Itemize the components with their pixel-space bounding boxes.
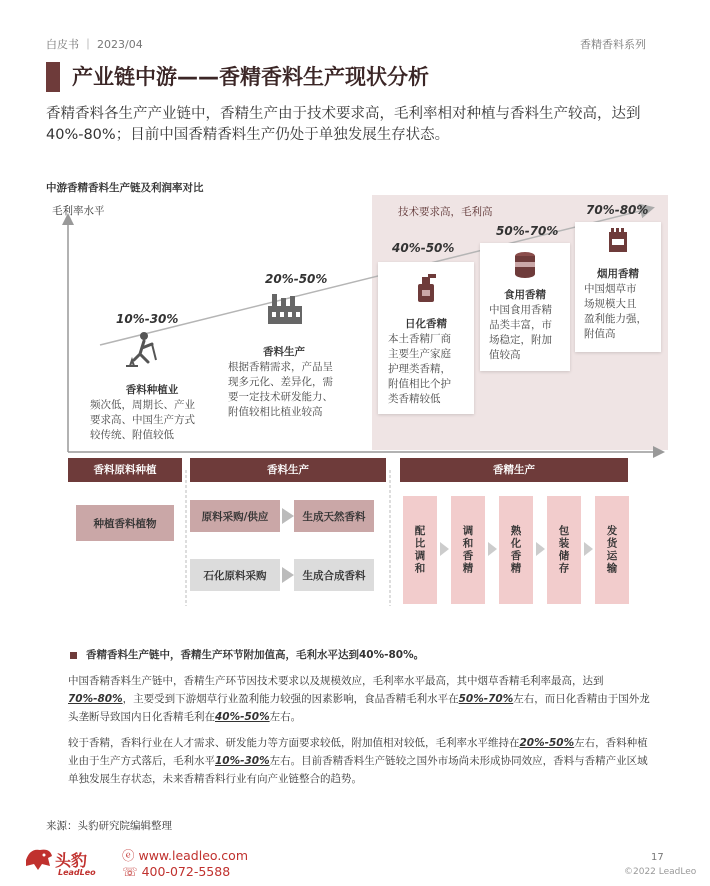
- stage-desc-planting: 频次低，周期长、产业 要求高、中国生产方式 较传统、附值较低: [90, 399, 195, 441]
- spray-bottle-icon: [412, 272, 440, 304]
- stage-desc-spice: 根据香精需求，产品呈 现多元化、差异化，需 要一定技术研发能力、 附值较相比植业较高: [228, 361, 333, 418]
- pct-food: 50%-70%: [496, 224, 559, 238]
- source-note: 来源：头豹研究院编辑整理: [46, 820, 172, 832]
- essence-step-2: 调和香精: [451, 496, 485, 604]
- essence-step-4: 包装储存: [547, 496, 581, 604]
- natural-out-box: 生成天然香料: [294, 500, 374, 532]
- bullet-summary: 香精香料生产链中，香精生产环节附加值高，毛利水平达到40%-80%。: [86, 649, 425, 661]
- card-food: [480, 243, 570, 371]
- stage-name-spice: 香料生产: [263, 346, 305, 358]
- factory-icon: [266, 292, 304, 326]
- card-tobacco: [575, 222, 661, 352]
- phone-icon: ☏: [122, 864, 142, 879]
- header-right: 香精香料系列: [580, 38, 646, 51]
- arrow-right-icon: [282, 567, 294, 583]
- stage-desc-tobacco: 中国烟草市 场规模大且 盈利能力强， 附值高: [584, 283, 647, 340]
- stage-name-food: 食用香精: [504, 289, 546, 301]
- phone-number: ☏ 400-072-5588: [122, 864, 231, 879]
- web-icon: ⓔ: [122, 848, 139, 863]
- natural-raw-box: 原料采购/供应: [190, 500, 280, 532]
- stage-header-spice: 香料生产: [190, 458, 386, 482]
- stage-header-planting: 香料原料种植: [68, 458, 182, 482]
- arrow-right-icon: [584, 542, 593, 556]
- page-title: 产业链中游——香精香料生产现状分析: [72, 65, 429, 89]
- farmer-planting-icon: [122, 330, 164, 370]
- logo-text: 头豹: [55, 851, 88, 870]
- pct-planting: 10%-30%: [116, 312, 179, 326]
- stage-name-planting: 香料种植业: [125, 384, 179, 396]
- stage-name-daily: 日化香精: [405, 318, 447, 330]
- leopard-logo-icon: [24, 846, 54, 872]
- paragraph-2: 较于香精，香料行业在人才需求、研发能力等方面要求较低，附加值相对较低，毛利率水平维持在20%-50%左右，香料种植业由于生产方式落后，毛利水平10%-30%左右。目前香精香料生产链较之国外市场尚未形成协同效应，香料与香精产业区域单独发展生存状态，未来香精香料行业有向产业链整合的趋势。: [68, 737, 648, 785]
- essence-step-1: 配比调和: [403, 496, 437, 604]
- website-link[interactable]: ⓔ www.leadleo.com: [122, 848, 248, 863]
- copyright: ©2022 LeadLeo: [624, 867, 697, 877]
- arrow-right-icon: [282, 508, 294, 524]
- cigarette-pack-icon: [607, 228, 629, 254]
- header-left: 白皮书 ｜ 2023/04: [46, 38, 143, 51]
- bullet-square-icon: [70, 652, 77, 659]
- stage-name-tobacco: 烟用香精: [597, 268, 639, 280]
- pct-tobacco: 70%-80%: [586, 203, 649, 217]
- y-axis-title: 毛利率水平: [52, 205, 105, 217]
- chart-title: 中游香精香料生产链及利润率对比: [46, 182, 204, 194]
- arrow-right-icon: [488, 542, 497, 556]
- essence-step-5: 发货运输: [595, 496, 629, 604]
- planting-box: 种植香料植物: [76, 505, 174, 541]
- paragraph-1: 中国香精香料生产链中，香精生产环节因技术要求以及规模效应，毛利率水平最高，其中烟草香精毛利率最高，达到70%-80%，主要受到下游烟草行业盈利能力较强的因素影响，食品香精毛利水平在50%-70%左右，而日化香精由于国外龙头垄断导致国内日化香精毛利在40%-50%左右。: [68, 675, 650, 723]
- arrow-right-icon: [440, 542, 449, 556]
- logo-subtext: LeadLeo: [58, 868, 96, 877]
- high-margin-note: 技术要求高，毛利高: [398, 206, 493, 218]
- stage-desc-food: 中国食用香精 品类丰富，市 场稳定，附加 值较高: [489, 304, 552, 361]
- stage-desc-daily: 本土香精厂商 主要生产家庭 护理类香精， 附值相比个护 类香精较低: [388, 333, 451, 405]
- pct-spice: 20%-50%: [265, 272, 328, 286]
- intro-text: 香精香料各生产产业链中，香精生产由于技术要求高，毛利率相对种植与香料生产较高，达到40%-80%；目前中国香精香料生产仍处于单独发展生存状态。: [46, 106, 641, 143]
- page-number: 17: [651, 852, 664, 863]
- synthetic-raw-box: 石化原料采购: [190, 559, 280, 591]
- stage-header-essence: 香精生产: [400, 458, 628, 482]
- food-can-icon: [511, 249, 539, 279]
- pct-daily: 40%-50%: [392, 241, 455, 255]
- arrow-right-icon: [536, 542, 545, 556]
- synthetic-out-box: 生成合成香料: [294, 559, 374, 591]
- card-daily: [378, 262, 474, 414]
- essence-step-3: 熟化香精: [499, 496, 533, 604]
